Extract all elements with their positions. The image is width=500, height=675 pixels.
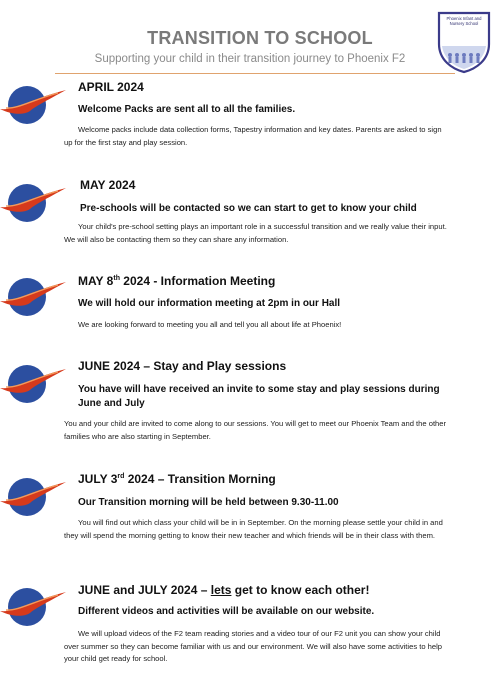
- section-subheading: Pre-schools will be contacted so we can start to get to know your child: [80, 203, 417, 214]
- header-rule: [55, 73, 455, 74]
- section-subheading: Different videos and activities will be available on our website.: [78, 606, 375, 617]
- page-subtitle: Supporting your child in their transition journey to Phoenix F2: [94, 53, 406, 65]
- phoenix-emblem-icon: [0, 277, 68, 317]
- section-heading: MAY 8th 2024 - Information Meeting: [78, 274, 276, 288]
- phoenix-emblem-icon: [0, 85, 68, 125]
- section-heading: MAY 2024: [80, 178, 136, 192]
- page-title: TRANSITION TO SCHOOL: [147, 28, 373, 48]
- section-body: We are looking forward to meeting you all and tell you all about life at Phoenix!: [78, 320, 342, 329]
- phoenix-emblem-icon: [0, 587, 68, 627]
- section-subheading: We will hold our information meeting at 2pm in our Hall: [78, 298, 341, 309]
- section-heading: JULY 3rd 2024 – Transition Morning: [78, 472, 276, 486]
- phoenix-emblem-icon: [0, 477, 68, 517]
- section-heading: JUNE and JULY 2024 – lets get to know each other!: [78, 583, 370, 597]
- school-logo: [436, 10, 492, 74]
- section-subheading: You have will have received an invite to some stay and play sessions during June and July: [78, 384, 440, 409]
- phoenix-emblem-icon: [0, 183, 68, 223]
- section-heading: JUNE 2024 – Stay and Play sessions: [78, 359, 287, 373]
- logo-text: Phoenix Infant and Nursery School: [446, 16, 482, 26]
- phoenix-emblem-icon: [0, 364, 68, 404]
- section-body: You will find out which class your child will be in in September. On the morning please settle your child in and they will spend the morning getting to know their new teacher and which friends will be in their class with them.: [64, 518, 443, 540]
- section-subheading: Welcome Packs are sent all to all the families.: [78, 104, 296, 115]
- section-heading: APRIL 2024: [78, 80, 144, 94]
- section-subheading: Our Transition morning will be held between 9.30-11.00: [78, 497, 339, 508]
- section-body: You and your child are invited to come along to our sessions. You will get to meet our Phoenix Team and the other families who are also starting in September.: [64, 419, 447, 441]
- section-body: Welcome packs include data collection forms, Tapestry information and key dates. Parents are asked to sign up for the first stay and play session.: [64, 125, 442, 147]
- section-body: We will upload videos of the F2 team reading stories and a video tour of our F2 unit you can show your child over summer so they can become familiar with us and our environment. We will also have some activities to help your child get ready for school.: [64, 629, 443, 663]
- section-body: Your child's pre-school setting plays an important role in a successful transition and we really value their input. We will also be contacting them so they can share any information.: [64, 222, 447, 244]
